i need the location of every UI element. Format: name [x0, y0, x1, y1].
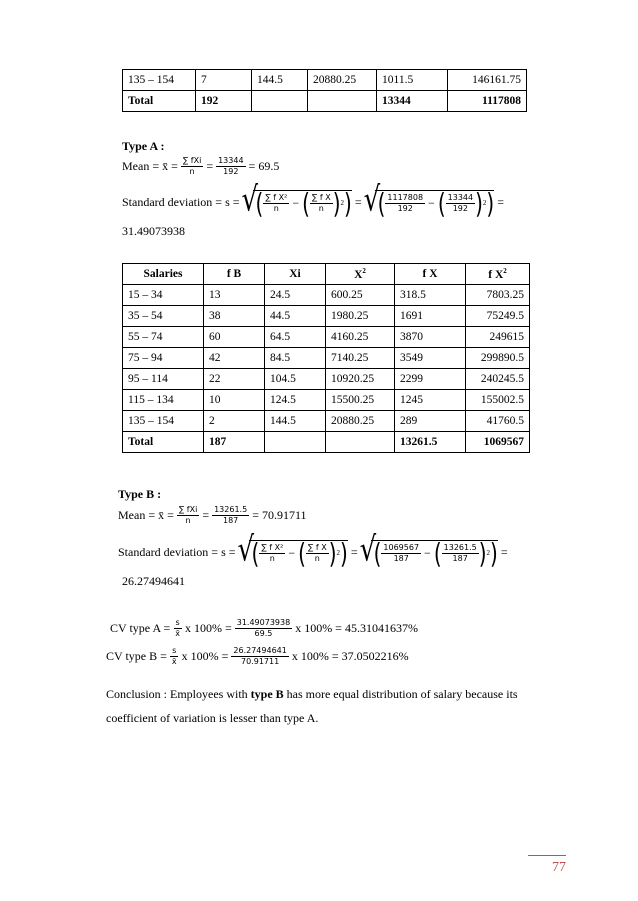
type-b-table: [122, 263, 530, 453]
col-header: Salaries: [123, 264, 204, 285]
type-b-mean: Mean = x̄ = $\frac{\text{∑ fXi}}{n}$ = $\frac{13261.5}{187}$ = 70.91711: [118, 505, 307, 525]
table-cell: 84.5: [265, 348, 326, 369]
table-cell: 64.5: [265, 327, 326, 348]
type-a-sd: Standard deviation = s = √ ( $\frac{\text{∑ f X²}}{n}$ − ( $\frac{\text{∑ f X}}{n}$ ) 2 ) = √ ( $\frac{1117808}{192}$ − ( $\frac{13344}{192}$ ) 2 ) =: [122, 190, 504, 215]
table-cell: 3870: [395, 327, 466, 348]
mean-result: = 69.5: [248, 159, 280, 173]
table-cell: 42: [204, 348, 265, 369]
table-row: [123, 432, 530, 453]
type-b-sd: Standard deviation = s = √ ( $\frac{\text{∑ f X²}}{n}$ − ( $\frac{\text{∑ f X}}{n}$ ) 2 ) = √ ( $\frac{1069567}{187}$ − ( $\frac{13261.5}{187}$ ) 2 ) =: [118, 540, 508, 565]
table-cell: 55 – 74: [123, 327, 204, 348]
table-cell: 15500.25: [326, 390, 395, 411]
conclusion-line-2: coefficient of variation is lesser than type A.: [106, 711, 319, 725]
table-cell: 135 – 154: [123, 70, 196, 91]
table-header-row: [123, 264, 530, 285]
table-cell: 44.5: [265, 306, 326, 327]
table-cell: 124.5: [265, 390, 326, 411]
table-cell: 10: [204, 390, 265, 411]
table-cell: 1980.25: [326, 306, 395, 327]
table-cell: Total: [123, 432, 204, 453]
sqrt-sign: √ ( $\frac{1069567}{187}$ − ( $\frac{13261.5}{187}$ ) 2 ): [371, 540, 498, 565]
table-cell: 299890.5: [466, 348, 530, 369]
table-cell: 146161.75: [448, 70, 527, 91]
cv-type-a: CV type A = $\frac{s}{x̄}$ x 100% = $\frac{31.49073938}{69.5}$ x 100% = 45.31041637%: [110, 618, 418, 638]
table-row: [123, 390, 530, 411]
table-cell: 7: [196, 70, 252, 91]
table-cell: 289: [395, 411, 466, 432]
table-row: [123, 91, 527, 112]
col-header: f X: [395, 264, 466, 285]
type-b-heading: Type B :: [118, 487, 162, 501]
table-cell: 41760.5: [466, 411, 530, 432]
table-cell: 115 – 134: [123, 390, 204, 411]
mean-prefix: Mean = x̄ =: [122, 159, 178, 173]
table-row: [123, 411, 530, 432]
type-a-sd-result: 31.49073938: [122, 224, 185, 238]
table-cell: 1117808: [448, 91, 527, 112]
conclusion-line-1: Conclusion : Employees with type B has more equal distribution of salary because its: [106, 687, 518, 701]
col-header: f $X^2$: [466, 264, 530, 285]
table-cell: 75249.5: [466, 306, 530, 327]
table-cell: 144.5: [265, 411, 326, 432]
table-cell: 22: [204, 369, 265, 390]
table-cell: [252, 91, 308, 112]
table-cell: 38: [204, 306, 265, 327]
table-cell: [308, 91, 377, 112]
table-cell: 192: [196, 91, 252, 112]
table-row: [123, 369, 530, 390]
table-cell: 3549: [395, 348, 466, 369]
table-cell: 2299: [395, 369, 466, 390]
fraction: $\frac{\text{∑ fXi}}{n}$: [182, 156, 202, 176]
page-number-rule: [528, 855, 566, 856]
sqrt-sign: √ ( $\frac{\text{∑ f X²}}{n}$ − ( $\frac{\text{∑ f X}}{n}$ ) 2 ): [249, 540, 348, 565]
type-a-heading: Type A :: [122, 139, 165, 153]
table-cell: 249615: [466, 327, 530, 348]
type-b-sd-result: 26.27494641: [122, 574, 185, 588]
cv-type-b: CV type B = $\frac{s}{x̄}$ x 100% = $\frac{26.27494641}{70.91711}$ x 100% = 37.0502216%: [106, 646, 409, 666]
page-number: 77: [552, 860, 566, 875]
table-cell: 187: [204, 432, 265, 453]
table-cell: 4160.25: [326, 327, 395, 348]
table-cell: 20880.25: [308, 70, 377, 91]
table-cell: 240245.5: [466, 369, 530, 390]
table-cell: 13: [204, 285, 265, 306]
table-cell: [326, 432, 395, 453]
type-a-mean: Mean = x̄ = $\frac{\text{∑ fXi}}{n}$ = $\frac{13344}{192}$ = 69.5: [122, 156, 280, 176]
table-cell: 35 – 54: [123, 306, 204, 327]
table-cell: 2: [204, 411, 265, 432]
fraction: $\frac{13344}{192}$: [218, 156, 244, 176]
col-header: Xi: [265, 264, 326, 285]
top-table: [122, 69, 527, 112]
sqrt-sign: √ ( $\frac{1117808}{192}$ − ( $\frac{13344}{192}$ ) 2 ): [375, 190, 495, 215]
table-row: [123, 348, 530, 369]
col-header: $X^2$: [326, 264, 395, 285]
table-cell: 7140.25: [326, 348, 395, 369]
table-cell: 600.25: [326, 285, 395, 306]
sd-prefix: Standard deviation = s =: [122, 195, 240, 209]
table-row: [123, 70, 527, 91]
table-cell: 10920.25: [326, 369, 395, 390]
table-cell: 1691: [395, 306, 466, 327]
mean-result: = 70.91711: [252, 508, 307, 522]
table-cell: Total: [123, 91, 196, 112]
table-cell: 104.5: [265, 369, 326, 390]
table-cell: 1069567: [466, 432, 530, 453]
table-cell: 20880.25: [326, 411, 395, 432]
table-row: [123, 306, 530, 327]
table-cell: 155002.5: [466, 390, 530, 411]
table-cell: 1245: [395, 390, 466, 411]
table-cell: 60: [204, 327, 265, 348]
table-row: [123, 285, 530, 306]
table-cell: 75 – 94: [123, 348, 204, 369]
col-header: f B: [204, 264, 265, 285]
table-cell: 13261.5: [395, 432, 466, 453]
table-row: [123, 327, 530, 348]
table-cell: 144.5: [252, 70, 308, 91]
table-cell: 1011.5: [377, 70, 448, 91]
table-cell: 135 – 154: [123, 411, 204, 432]
fraction: $\frac{13261.5}{187}$: [214, 505, 248, 525]
table-cell: 318.5: [395, 285, 466, 306]
fraction: $\frac{\text{∑ fXi}}{n}$: [178, 505, 198, 525]
table-cell: [265, 432, 326, 453]
table-cell: 7803.25: [466, 285, 530, 306]
table-cell: 15 – 34: [123, 285, 204, 306]
table-cell: 95 – 114: [123, 369, 204, 390]
table-cell: 13344: [377, 91, 448, 112]
table-cell: 24.5: [265, 285, 326, 306]
sqrt-sign: √ ( $\frac{\text{∑ f X²}}{n}$ − ( $\frac{\text{∑ f X}}{n}$ ) 2 ): [253, 190, 352, 215]
